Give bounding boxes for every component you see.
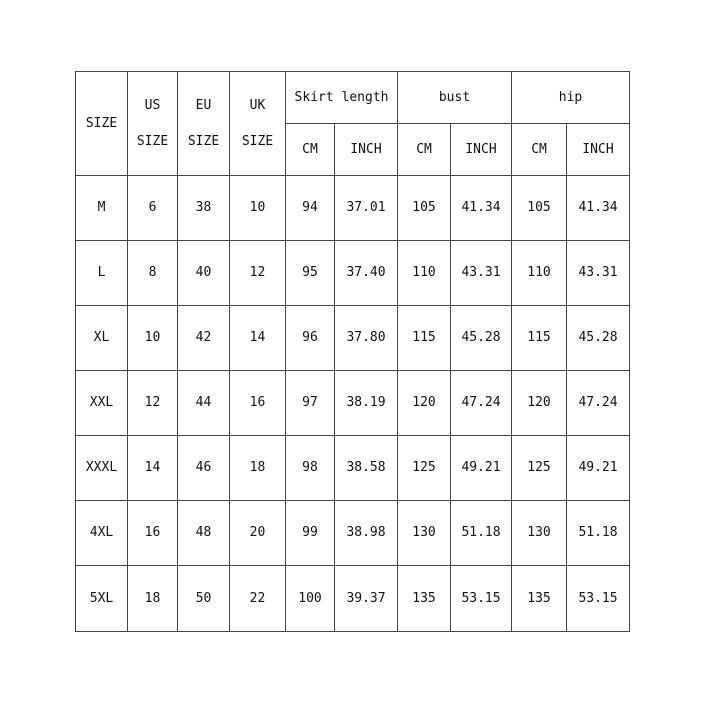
cell-uk-size: 14	[230, 306, 286, 371]
cell-uk-size: 12	[230, 241, 286, 306]
cell-size: M	[76, 176, 128, 241]
cell-skirt-inch: 39.37	[335, 566, 398, 632]
unit-cm: CM	[286, 124, 335, 176]
cell-hip-cm: 110	[512, 241, 567, 306]
cell-bust-inch: 51.18	[451, 501, 512, 566]
cell-skirt-cm: 100	[286, 566, 335, 632]
header-hip: hip	[512, 72, 630, 124]
cell-us-size: 18	[128, 566, 178, 632]
cell-skirt-cm: 94	[286, 176, 335, 241]
cell-size: 4XL	[76, 501, 128, 566]
cell-bust-inch: 41.34	[451, 176, 512, 241]
cell-skirt-inch: 38.98	[335, 501, 398, 566]
cell-hip-inch: 51.18	[567, 501, 630, 566]
cell-bust-cm: 130	[398, 501, 451, 566]
cell-size: XXXL	[76, 436, 128, 501]
cell-hip-inch: 43.31	[567, 241, 630, 306]
cell-skirt-cm: 95	[286, 241, 335, 306]
cell-uk-size: 10	[230, 176, 286, 241]
cell-skirt-inch: 37.80	[335, 306, 398, 371]
cell-hip-cm: 125	[512, 436, 567, 501]
cell-eu-size: 44	[178, 371, 230, 436]
cell-skirt-cm: 99	[286, 501, 335, 566]
cell-bust-inch: 43.31	[451, 241, 512, 306]
cell-bust-cm: 125	[398, 436, 451, 501]
cell-hip-cm: 120	[512, 371, 567, 436]
cell-eu-size: 48	[178, 501, 230, 566]
cell-bust-cm: 105	[398, 176, 451, 241]
table-row	[76, 566, 630, 632]
cell-eu-size: 42	[178, 306, 230, 371]
cell-eu-size: 46	[178, 436, 230, 501]
cell-size: XL	[76, 306, 128, 371]
cell-us-size: 14	[128, 436, 178, 501]
cell-bust-inch: 47.24	[451, 371, 512, 436]
cell-skirt-inch: 37.40	[335, 241, 398, 306]
cell-skirt-inch: 38.58	[335, 436, 398, 501]
cell-hip-inch: 49.21	[567, 436, 630, 501]
table-row	[76, 436, 630, 501]
cell-us-size: 8	[128, 241, 178, 306]
cell-uk-size: 20	[230, 501, 286, 566]
table-row	[76, 371, 630, 436]
table-row	[76, 241, 630, 306]
unit-inch: INCH	[335, 124, 398, 176]
header-skirt-length: Skirt length	[286, 72, 398, 124]
cell-hip-cm: 105	[512, 176, 567, 241]
cell-bust-cm: 115	[398, 306, 451, 371]
unit-cm: CM	[398, 124, 451, 176]
cell-bust-cm: 110	[398, 241, 451, 306]
cell-hip-inch: 53.15	[567, 566, 630, 632]
cell-skirt-inch: 37.01	[335, 176, 398, 241]
table-row	[76, 176, 630, 241]
header-us-size: US SIZE	[128, 72, 178, 176]
cell-bust-inch: 49.21	[451, 436, 512, 501]
cell-size: L	[76, 241, 128, 306]
cell-size: XXL	[76, 371, 128, 436]
unit-inch: INCH	[451, 124, 512, 176]
cell-hip-inch: 45.28	[567, 306, 630, 371]
cell-skirt-cm: 97	[286, 371, 335, 436]
unit-cm: CM	[512, 124, 567, 176]
header-uk-size: UK SIZE	[230, 72, 286, 176]
size-chart-table	[75, 71, 630, 632]
cell-hip-cm: 135	[512, 566, 567, 632]
cell-bust-cm: 135	[398, 566, 451, 632]
cell-bust-cm: 120	[398, 371, 451, 436]
cell-us-size: 6	[128, 176, 178, 241]
cell-eu-size: 38	[178, 176, 230, 241]
cell-uk-size: 18	[230, 436, 286, 501]
unit-inch: INCH	[567, 124, 630, 176]
cell-hip-cm: 130	[512, 501, 567, 566]
size-rows	[76, 176, 630, 632]
cell-hip-inch: 47.24	[567, 371, 630, 436]
cell-us-size: 10	[128, 306, 178, 371]
cell-bust-inch: 45.28	[451, 306, 512, 371]
cell-hip-inch: 41.34	[567, 176, 630, 241]
table-row	[76, 306, 630, 371]
cell-us-size: 12	[128, 371, 178, 436]
cell-uk-size: 16	[230, 371, 286, 436]
cell-skirt-inch: 38.19	[335, 371, 398, 436]
cell-skirt-cm: 96	[286, 306, 335, 371]
cell-hip-cm: 115	[512, 306, 567, 371]
cell-bust-inch: 53.15	[451, 566, 512, 632]
cell-uk-size: 22	[230, 566, 286, 632]
table-row	[76, 501, 630, 566]
cell-eu-size: 50	[178, 566, 230, 632]
header-row-top	[76, 72, 630, 124]
cell-size: 5XL	[76, 566, 128, 632]
header-bust: bust	[398, 72, 512, 124]
cell-eu-size: 40	[178, 241, 230, 306]
cell-skirt-cm: 98	[286, 436, 335, 501]
header-size: SIZE	[76, 72, 128, 176]
cell-us-size: 16	[128, 501, 178, 566]
header-eu-size: EU SIZE	[178, 72, 230, 176]
